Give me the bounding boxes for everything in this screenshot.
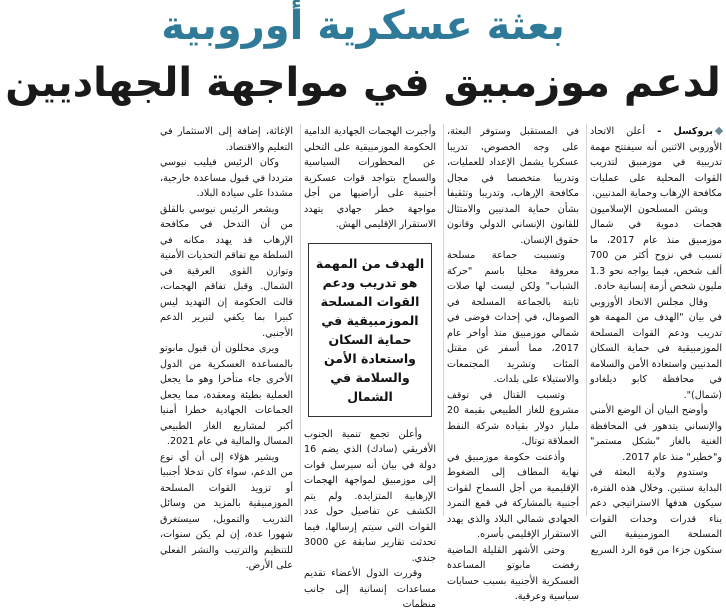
paragraph: ويشير هؤلاء إلى أن أي نوع من الدعم، سواء كان تدخلا أجنبيا أو تزويد القوات المسلحة الموزمبيقية بالمزيد من وسائل التدريب والتمويل، سيستغرق شهورا عدة، إن لم يكن سنوات، للتنظيم والترتيب والنشر الفعلي على الأرض. — [160, 451, 293, 571]
paragraph: الإغاثة، إضافة إلى الاستثمار في التعليم والاقتصاد. — [160, 126, 293, 153]
paragraph: وكان الرئيس فيليب نيوسي مترددا في قبول مساعدة خارجية، مشددا على سيادة البلاد. — [160, 157, 293, 199]
paragraph: وأذعنت حكومة موزمبيق في نهاية المطاف إلى الضغوط الإقليمية من أجل السماح لقوات أجنبية بالمشاركة في قمع التمرد الجهادي شمالي البلاد والذي يهدد الاستقرار الإقليمي بأسره. — [447, 451, 579, 540]
paragraph: وأعلن تجمع تنمية الجنوب الأفريقي (سادك) الذي يضم 16 دولة في بيان أنه سيرسل قوات إلى موزمبيق لمواجهة الهجمات الإرهابية المتزايدة. ولم يتم الكشف عن تفاصيل حول عدد القوات التي سيتم إرسالها، فيما تحدثت تقارير سابقة عن 3000 جندي. — [304, 428, 436, 564]
article-column-1 — [586, 124, 722, 556]
paragraph: في المستقبل وستوفر البعثة، على وجه الخصوص، تدريبا عسكريا يشمل الإعداد للعمليات، وتدريبا متخصصا في مجال مكافحة الإرهاب، وتدريبا وتثقيفا بشأن حماية المدنيين والامتثال للقانون الإنساني الدولي وقانون حقوق الإنسان. — [447, 126, 579, 246]
paragraph: وقال مجلس الاتحاد الأوروبي في بيان "الهدف من المهمة هو تدريب ودعم القوات المسلحة الموزمبيقية في حماية السكان المدنيين واستعادة الأمن والسلامة في محافظة كابو ديلغادو (شمال)". — [590, 296, 722, 401]
paragraph: ويرى محللون أن قبول مابوتو بالمساعدة العسكرية من الدول الأخرى جاء متأخرا وهو ما يجعل العملية بطيئة ومعقدة، مما يجعل الجماعات الجهادية خطرا أمنيا أكبر لمشاريع الغاز الطبيعي المسال والمالية في عام 2021. — [160, 343, 293, 447]
article-column-4 — [157, 124, 293, 571]
paragraph: ويشعر الرئيس نيوسي بالقلق من أن التدخل في مكافحة الإرهاب قد يهدد مكانه في السلطة مع تفاقم التحديات الأمنية وتوازن القوى العرقية في الشمال. وقبل تفاقم الهجمات، قالت الحكومة إن التهديد ليس كبيرا بما يكفي لتبرير الدعم الأجنبي. — [160, 203, 293, 339]
paragraph: وتسببت جماعة مسلحة معروفة محليا باسم "حركة الشباب" ولكن ليست لها صلات ثابتة بالجماعة المسلحة في الصومال، في إحداث فوضى في شمالي موزمبيق منذ أواخر عام 2017، مما أسفر عن مقتل المئات وتشريد المجتمعات والاستيلاء على بلدات. — [447, 250, 579, 385]
paragraph: وتسبب القتال في توقف مشروع للغاز الطبيعي بقيمة 20 مليار دولار بقيادة شركة النفط العملاقة توتال. — [447, 389, 579, 447]
paragraph: ويشن المسلحون الإسلاميون هجمات دموية في شمال موزمبيق منذ عام 2017، ما تسبب في نزوح أكثر من 700 ألف شخص، فيما يواجه نحو 1.3 مليون شخص أزمة إنسانية حادة. — [590, 203, 722, 292]
paragraph: وقررت الدول الأعضاء تقديم مساعدات إنسانية إلى جانب منظمات — [304, 568, 436, 610]
headline-line-1: بعثة عسكرية أوروبية — [161, 3, 565, 49]
article-body — [4, 124, 722, 610]
paragraph — [590, 124, 722, 202]
paragraph: وأجبرت الهجمات الجهادية الدامية الحكومة الموزمبيقية على التخلي عن المحظورات السياسية والسماح بتواجد قوات عسكرية أجنبية على أراضيها من أجل مواجهة خطر جهادي يتهدد الاستقرار الإقليمي الهش. — [304, 126, 436, 230]
bullet-icon — [715, 127, 723, 135]
paragraph-text: أعلن الاتحاد الأوروبي الاثنين أنه سيفتتح مهمة تدريبية في موزمبيق لتدريب القوات المحلية على عمليات مكافحة الإرهاب وحماية المدنيين. — [590, 126, 722, 199]
paragraph: وحتى الأشهر القليلة الماضية رفضت مابوتو المساعدة العسكرية الأجنبية بسبب حسابات سياسية وعرقية. — [447, 544, 579, 602]
dateline: بروكسل - — [645, 126, 713, 137]
article-column-3 — [300, 124, 436, 610]
pull-quote: الهدف من المهمة هو تدريب ودعم القوات المسلحة الموزمبيقية في حماية السكان واستعادة الأمن والسلامة في الشمال — [308, 243, 432, 417]
paragraph: وأوضح البيان أن الوضع الأمني والإنساني يتدهور في المحافظة الغنية بالغاز "بشكل مستمر" و"خطير" منذ عام 2017. — [590, 405, 722, 463]
article-column-2 — [443, 124, 579, 602]
headline-line-2: لدعم موزمبيق في مواجهة الجهاديين — [5, 60, 721, 106]
paragraph: وستدوم ولاية البعثة في البداية سنتين. وخلال هذه الفترة، سيكون هدفها الاستراتيجي دعم بناء قدرات وحدات القوات المسلحة الموزمبيقية التي ستكون جزءا من قوة الرد السريع — [590, 467, 722, 556]
